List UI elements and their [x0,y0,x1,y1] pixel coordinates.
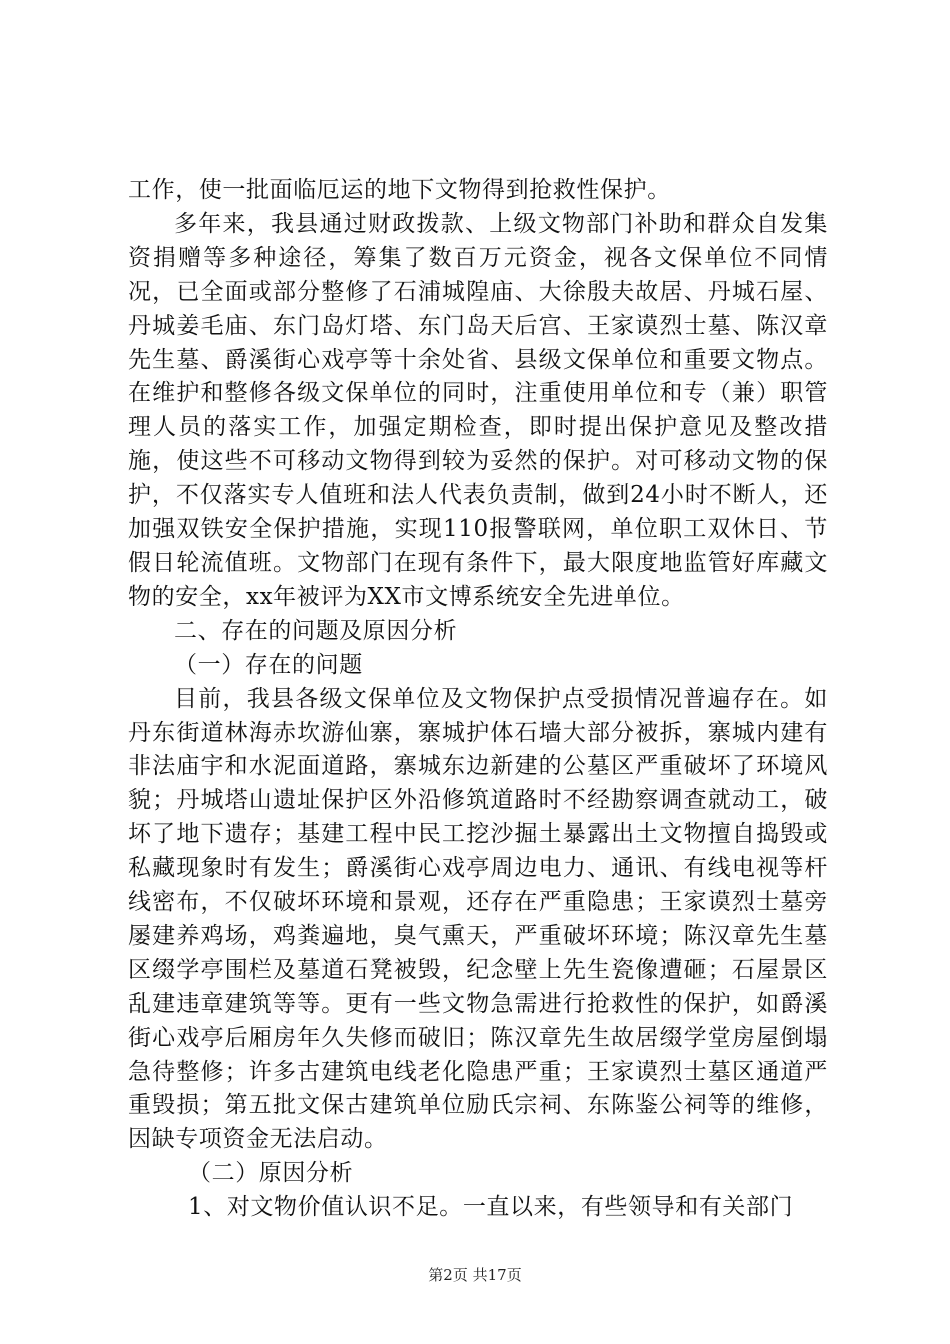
document-body [128,174,828,1225]
section-heading-problems: 二、存在的问题及原因分析 [174,617,458,644]
paragraph-damage-status: 目前，我县各级文保单位及文物保护点受损情况普遍存在。如丹东街道林海赤坎游仙寨，寨城护体石墙大部分被拆，寨城内建有非法庙宇和水泥面道路，寨城东边新建的公墓区严重破坏了环境风貌；丹城塔山遗址保护区外沿修筑道路时不经勘察调查就动工，破坏了地下遗存；基建工程中民工挖沙掘土暴露出土文物擅自捣毁或私藏现象时有发生；爵溪街心戏亭周边电力、通讯、有线电视等杆线密布，不仅破坏环境和景观，还存在严重隐患；王家谟烈士墓旁屡建养鸡场，鸡粪遍地，臭气熏天，严重破坏环境；陈汉章先生墓区缀学亭围栏及墓道石凳被毁，纪念壁上先生瓷像遭砸；石屋景区乱建违章建筑等等。更有一些文物急需进行抢救性的保护，如爵溪街心戏亭后厢房年久失修而破旧；陈汉章先生故居缀学堂房屋倒塌急待整修；许多古建筑电线老化隐患严重；王家谟烈士墓区通道严重毁损；第五批文保古建筑单位励氏宗祠、东陈鉴公祠等的维修，因缺专项资金无法启动。 [128,685,828,1153]
page-number-footer: 第2页 共17页 [428,1266,522,1284]
subsection-heading-existing-problems: （一）存在的问题 [174,651,363,678]
paragraph-protection-measures: 多年来，我县通过财政拨款、上级文物部门补助和群众自发集资捐赠等多种途径，筹集了数百万元资金，视各文保单位不同情况，已全面或部分整修了石浦城隍庙、大徐殷夫故居、丹城石屋、丹城姜毛庙、东门岛灯塔、东门岛天后宫、王家谟烈士墓、陈汉章先生墓、爵溪街心戏亭等十余处省、县级文保单位和重要文物点。在维护和整修各级文保单位的同时，注重使用单位和专（兼）职管理人员的落实工作，加强定期检查，即时提出保护意见及整改措施，使这些不可移动文物得到较为妥然的保护。对可移动文物的保护，不仅落实专人值班和法人代表负责制，做到24小时不断人，还加强双铁安全保护措施，实现110报警联网，单位职工双休日、节假日轮流值班。文物部门在现有条件下，最大限度地监管好库藏文物的安全，xx年被评为XX市文博系统安全先进单位。 [128,210,828,610]
paragraph-cause-1: 1、对文物价值认识不足。一直以来，有些领导和有关部门 [188,1194,794,1221]
subsection-heading-cause-analysis: （二）原因分析 [188,1160,354,1187]
paragraph-continuation: 工作，使一批面临厄运的地下文物得到抢救性保护。 [128,177,671,203]
